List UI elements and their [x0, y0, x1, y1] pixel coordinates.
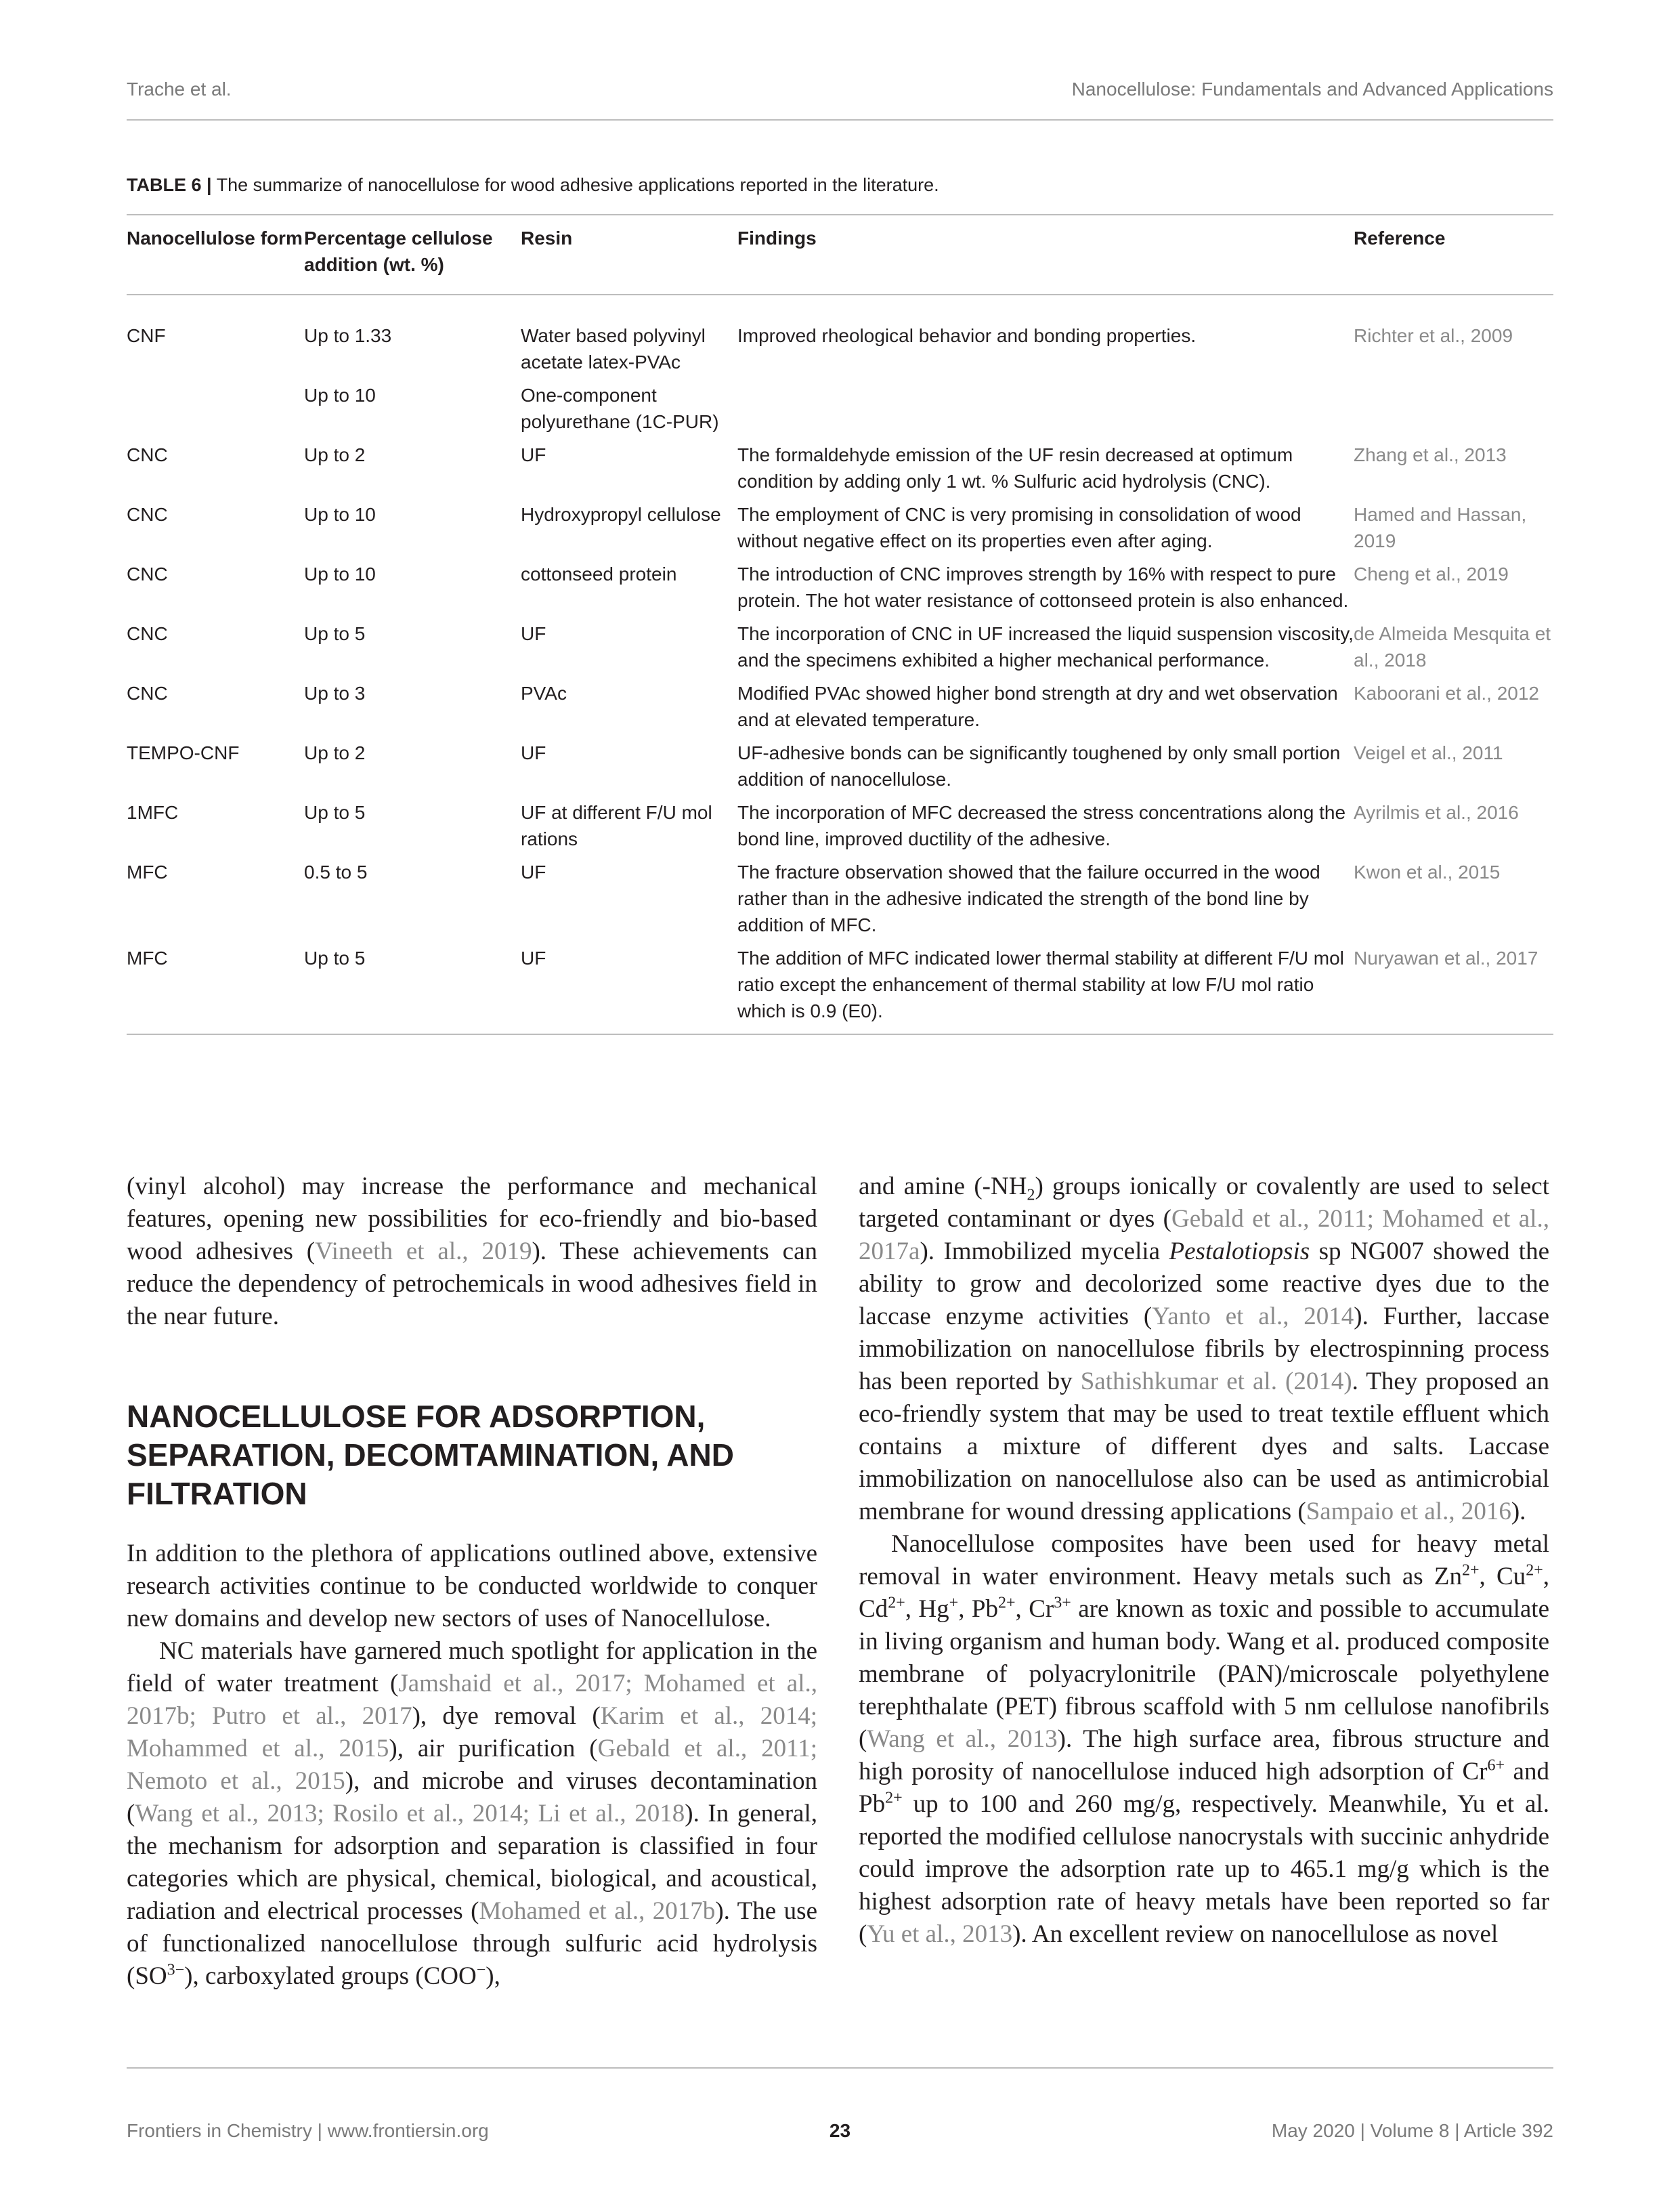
footer-rule	[127, 2067, 1553, 2069]
running-header-journal: Nanocellulose: Fundamentals and Advanced Applications	[1071, 79, 1553, 100]
cell-resin: Hydroxypropyl cellulose	[521, 504, 721, 525]
table-row	[127, 295, 1553, 382]
table-caption	[127, 175, 1553, 196]
footer-issue: May 2020 | Volume 8 | Article 392	[1271, 2120, 1553, 2141]
cell-resin: PVAc	[521, 683, 567, 704]
table-label: TABLE 6 |	[127, 175, 212, 195]
citation-link[interactable]: Wang et al., 2013	[867, 1725, 1058, 1753]
cell-findings: The employment of CNC is very promising in consolidation of wood without negative effect on its properties even after aging.	[737, 504, 1301, 551]
table-row	[127, 799, 1553, 859]
cell-resin: cottonseed protein	[521, 564, 677, 585]
cell-percentage: Up to 10	[304, 504, 376, 525]
cell-findings: The incorporation of CNC in UF increased the liquid suspension viscosity, and the specimens exhibited a higher mechanical performance.	[737, 623, 1354, 671]
cell-percentage: Up to 5	[304, 945, 521, 1034]
table-row	[127, 501, 1553, 561]
cell-form: 1MFC	[127, 802, 179, 823]
nanocellulose-adhesive-table	[127, 214, 1553, 1035]
cell-findings	[737, 382, 1354, 442]
cell-resin: One-component polyurethane (1C-PUR)	[521, 385, 719, 432]
cell-reference[interactable]: Cheng et al., 2019	[1354, 564, 1509, 585]
cell-form	[127, 382, 304, 442]
cell-reference[interactable]: de Almeida Mesquita et al., 2018	[1354, 623, 1551, 671]
citation-link[interactable]: Jamshaid et al., 2017; Mohamed et al., 2017b; Putro et al., 2017	[127, 1670, 817, 1730]
cell-percentage: Up to 10	[304, 564, 376, 585]
citation-link[interactable]: Vineeth et al., 2019	[315, 1238, 532, 1265]
citation-link[interactable]: Yu et al., 2013	[867, 1920, 1013, 1948]
cell-resin: UF	[521, 742, 546, 763]
running-header-authors: Trache et al.	[127, 79, 232, 100]
table-row	[127, 382, 1553, 442]
citation-link[interactable]: Gebald et al., 2011; Mohamed et al., 2017a	[859, 1205, 1549, 1265]
column-header-resin: Resin	[521, 215, 737, 295]
paragraph: Nanocellulose composites have been used for heavy metal removal in water environment. Heavy metals such as $Zn^{2+}$, $Cu^{2+}$, $Cd^{2+}$, Hg+, $Pb^{2+}$, $Cr^{3+}$ are known as toxic and possible to accumulate in living organism and human body. Wang et al. produced composite membrane of polyacrylonitrile (PAN)/microscale polyethylene terephthalate (PET) fibrous scaffold with 5 nm cellulose nanofibrils (Wang et al., 2013). The high surface area, fibrous structure and high porosity of nanocellulose induced high adsorption of $Cr^{6+}$ and $Pb^{2+}$ up to 100 and 260 mg/g, respectively. Meanwhile, Yu et al. reported the modified cellulose nanocrystals with succinic anhydride could improve the adsorption rate up to 465.1 mg/g which is the highest adsorption rate of heavy metals have been reported so far (Yu et al., 2013). An excellent review on nanocellulose as novel	[859, 1530, 1549, 1948]
table-header-row	[127, 215, 1553, 295]
cell-percentage: Up to 1.33	[304, 325, 392, 346]
cell-reference[interactable]: Nuryawan et al., 2017	[1354, 945, 1553, 1034]
cell-reference[interactable]: Ayrilmis et al., 2016	[1354, 802, 1519, 823]
cell-resin: UF	[521, 444, 546, 465]
cell-reference[interactable]	[1354, 382, 1553, 442]
cell-form: CNC	[127, 504, 168, 525]
cell-percentage: Up to 2	[304, 742, 366, 763]
cell-percentage: Up to 10	[304, 385, 376, 406]
cell-findings: The incorporation of MFC decreased the stress concentrations along the bond line, improved ductility of the adhesive.	[737, 802, 1346, 849]
page-number: 23	[829, 2120, 851, 2141]
cell-form: CNF	[127, 325, 166, 346]
column-header-reference: Reference	[1354, 215, 1553, 295]
citation-link[interactable]: Sampaio et al., 2016	[1306, 1498, 1511, 1525]
cell-percentage: Up to 2	[304, 444, 366, 465]
table-body	[127, 295, 1553, 1034]
column-header-form: Nanocellulose form	[127, 215, 304, 295]
citation-link[interactable]: Sathishkumar et al. (2014)	[1080, 1368, 1352, 1395]
section-heading: NANOCELLULOSE FOR ADSORPTION, SEPARATION, DECOMTAMINATION, AND FILTRATION	[127, 1399, 734, 1511]
cell-resin: UF at different F/U mol rations	[521, 802, 712, 849]
table-caption-text: The summarize of nanocellulose for wood adhesive applications reported in the literature.	[216, 175, 939, 195]
paragraph: In addition to the plethora of applications outlined above, extensive research activities continue to be conducted worldwide to conquer new domains and develop new sectors of uses of Nanocellulose.	[127, 1540, 817, 1632]
cell-reference[interactable]: Veigel et al., 2011	[1354, 742, 1503, 763]
paragraph: and amine $(-NH_2)$ groups ionically or covalently are used to select targeted contaminant or dyes (Gebald et al., 2011; Mohamed et al., 2017a). Immobilized mycelia Pestalotiopsis sp NG007 showed the ability to grow and decolorized some reactive dyes due to the laccase enzyme activities (Yanto et al., 2014). Further, laccase immobilization on nanocellulose fibrils by electrospinning process has been reported by Sathishkumar et al. (2014). They proposed an eco-friendly system that may be used to treat textile effluent which contains a mixture of different dyes and salts. Laccase immobilization on nanocellulose also can be used as antimicrobial membrane for wound dressing applications (Sampaio et al., 2016).	[859, 1172, 1550, 1525]
citation-link[interactable]: Wang et al., 2013; Rosilo et al., 2014; Li et al., 2018	[135, 1800, 685, 1827]
cell-form: TEMPO-CNF	[127, 742, 240, 763]
table-row	[127, 620, 1553, 680]
page-footer	[127, 2120, 1553, 2147]
cell-form: MFC	[127, 862, 168, 883]
citation-link[interactable]: Yanto et al., 2014	[1152, 1303, 1354, 1330]
citation-link[interactable]: Gebald et al., 2011; Nemoto et al., 2015	[127, 1735, 817, 1795]
table-row	[127, 945, 1553, 1034]
cell-resin: UF	[521, 862, 546, 883]
cell-form: CNC	[127, 444, 168, 465]
cell-findings: The formaldehyde emission of the UF resin decreased at optimum condition by adding only 1 wt. % Sulfuric acid hydrolysis (CNC).	[737, 444, 1293, 492]
cell-findings: The introduction of CNC improves strength by 16% with respect to pure protein. The hot water resistance of cottonseed protein is also enhanced.	[737, 564, 1349, 611]
paragraph: NC materials have garnered much spotlight for application in the field of water treatment (Jamshaid et al., 2017; Mohamed et al., 2017b; Putro et al., 2017), dye removal (Karim et al., 2014; Mohammed et al., 2015), air purification (Gebald et al., 2011; Nemoto et al., 2015), and microbe and viruses decontamination (Wang et al., 2013; Rosilo et al., 2014; Li et al., 2018). In general, the mechanism for adsorption and separation is classified in four categories which are physical, chemical, biological, and acoustical, radiation and electrical processes (Mohamed et al., 2017b). The use of functionalized nanocellulose through sulfuric acid hydrolysis $(SO^{3-})$, carboxylated groups (COO−),	[127, 1637, 817, 1990]
cell-findings: UF-adhesive bonds can be significantly toughened by only small portion addition of nanocellulose.	[737, 742, 1341, 790]
cell-reference[interactable]: Kwon et al., 2015	[1354, 862, 1501, 883]
cell-resin: Water based polyvinyl acetate latex-PVAc	[521, 325, 706, 373]
cell-form: MFC	[127, 945, 304, 1034]
table-row	[127, 561, 1553, 620]
cell-findings: Modified PVAc showed higher bond strength at dry and wet observation and at elevated temperature.	[737, 683, 1338, 730]
column-header-findings: Findings	[737, 215, 1354, 295]
cell-form: CNC	[127, 623, 168, 644]
cell-reference[interactable]: Zhang et al., 2013	[1354, 444, 1507, 465]
left-text-column	[127, 1170, 817, 1993]
cell-percentage: Up to 5	[304, 623, 366, 644]
cell-findings: The fracture observation showed that the failure occurred in the wood rather than in the adhesive indicated the strength of the bond line by addition of MFC.	[737, 862, 1320, 935]
table-row	[127, 680, 1553, 740]
citation-link[interactable]: Karim et al., 2014; Mohammed et al., 2015	[127, 1702, 817, 1762]
cell-findings: The addition of MFC indicated lower thermal stability at different F/U mol ratio except the enhancement of thermal stability at low F/U mol ratio which is 0.9 (E0).	[737, 945, 1354, 1034]
cell-reference[interactable]: Hamed and Hassan, 2019	[1354, 504, 1527, 551]
right-text-column	[859, 1170, 1549, 1951]
cell-reference[interactable]: Kaboorani et al., 2012	[1354, 683, 1539, 704]
cell-form: CNC	[127, 683, 168, 704]
cell-form: CNC	[127, 564, 168, 585]
table-row	[127, 740, 1553, 799]
footer-journal[interactable]: Frontiers in Chemistry | www.frontiersin.org	[127, 2120, 489, 2141]
cell-resin: UF	[521, 623, 546, 644]
cell-percentage: 0.5 to 5	[304, 862, 368, 883]
citation-link[interactable]: Mohamed et al., 2017b	[479, 1897, 716, 1925]
header-rule	[127, 119, 1553, 121]
cell-reference[interactable]: Richter et al., 2009	[1354, 325, 1513, 346]
running-header	[127, 79, 1553, 106]
cell-percentage: Up to 5	[304, 802, 366, 823]
column-header-percentage: Percentage cellulose addition (wt. %)	[304, 215, 521, 295]
cell-percentage: Up to 3	[304, 683, 366, 704]
paragraph: (vinyl alcohol) may increase the performance and mechanical features, opening new possibilities for eco-friendly and bio-based wood adhesives (Vineeth et al., 2019). These achievements can reduce the dependency of petrochemicals in wood adhesives field in the near future.	[127, 1172, 817, 1330]
table-row	[127, 442, 1553, 501]
cell-findings: Improved rheological behavior and bonding properties.	[737, 325, 1197, 346]
cell-resin: UF	[521, 945, 737, 1034]
table-row	[127, 859, 1553, 945]
